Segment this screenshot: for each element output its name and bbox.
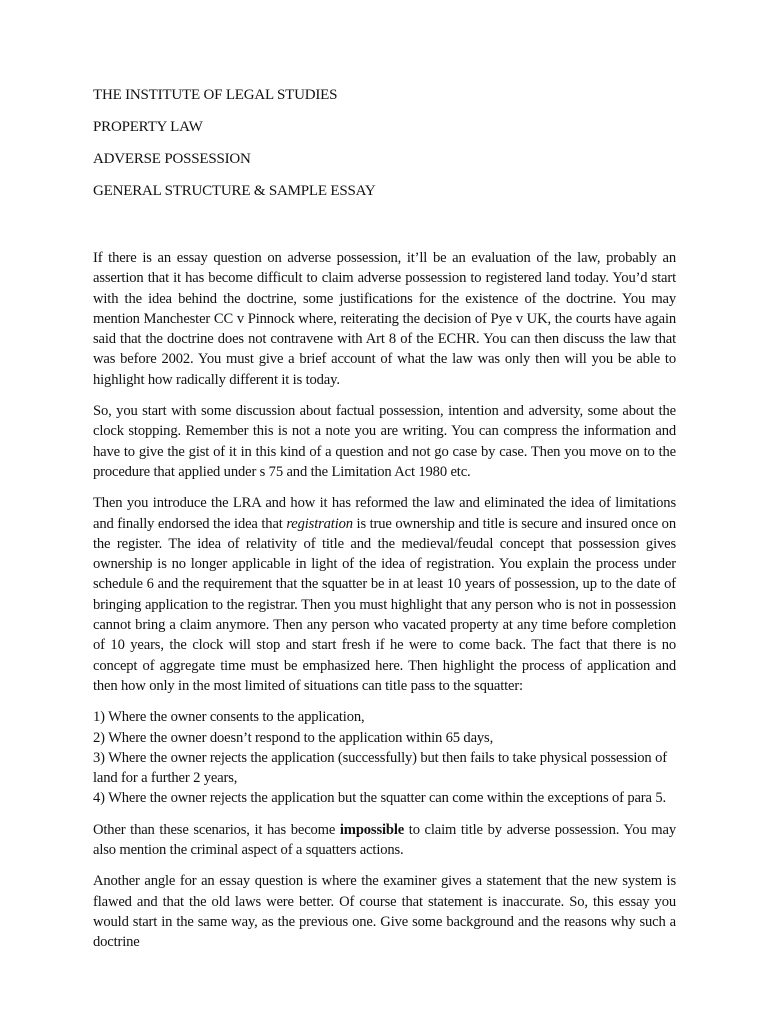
topic-title: ADVERSE POSSESSION (93, 151, 251, 167)
list-item: 4) Where the owner rejects the application but the squatter can come within the exceptions of para 5. (93, 790, 666, 807)
paragraph-conclusion-text-a: Other than these scenarios, it has become (93, 821, 340, 838)
paragraph-introduction: If there is an essay question on adverse possession, it’ll be an evaluation of the law, probably an assertion that it has become difficult to claim adverse possession to registered land today. You’d start with the idea behind the doctrine, some justifications for the existence of the doctrine. You may mention Manchester CC v Pinnock where, reiterating the decision of Pye v UK, the courts have again said that the doctrine does not contravene with Art 8 of the ECHR. You can then discuss the law that was before 2002. You must give a brief account of what the law was only then will you be able to highlight how radically different it is today. (93, 250, 676, 388)
document-header (93, 86, 683, 214)
essay-body (93, 248, 676, 964)
registration-emphasis: registration (286, 515, 353, 532)
paragraph-another-angle: Another angle for an essay question is where the examiner gives a statement that the new system is flawed and that the old laws were better. Of course that statement is inaccurate. So, this essay you would start in the same way, as the previous one. Give some background and the reasons why such a doctrine (93, 873, 676, 951)
paragraph-lra-reform (93, 493, 676, 696)
paragraph-conclusion (93, 820, 676, 861)
list-item: 2) Where the owner doesn’t respond to the application within 65 days, (93, 729, 494, 746)
paragraph-old-law: So, you start with some discussion about factual possession, intention and adversity, some about the clock stopping. Remember this is not a note you are writing. You can compress the information and have to give the gist of it in this kind of a question and not go case by case. Then you move on to the procedure that applied under s 75 and the Limitation Act 1980 etc. (93, 403, 676, 480)
paragraph-lra-text-b: is true ownership and title is secure and insured once on the register. The idea of relativity of title and the medieval/feudal concept that possession gives ownership is no longer applicable in light of the idea of registration. You explain the process under schedule 6 and the requirement that the squatter be in at least 10 years of possession, up to the date of bringing application to the registrar. Then you must highlight that any person who is not in possession cannot bring a claim anymore. Then any person who vacated property at any time before completion of 10 years, the clock will stop and start fresh if he were to come back. The fact that there is no concept of aggregate time must be emphasized here. Then highlight the process of application and then how only in the most limited of situations can title pass to the squatter: (93, 515, 676, 694)
impossible-emphasis: impossible (339, 821, 405, 838)
paragraph-lra-text-a: Then you introduce the LRA and how it has reformed the law and eliminated the idea of limitations and finally endorsed the idea that (93, 495, 676, 532)
subject-title: PROPERTY LAW (93, 119, 203, 135)
list-item: 3) Where the owner rejects the application (successfully) but then fails to take physical possession of land for a further 2 years, (93, 749, 667, 787)
document-type: GENERAL STRUCTURE & SAMPLE ESSAY (93, 183, 376, 199)
institute-name: THE INSTITUTE OF LEGAL STUDIES (93, 87, 338, 103)
paragraph-conclusion-text-b: to claim title by adverse possession. You may also mention the criminal aspect of a squatters actions. (93, 821, 676, 859)
list-item: 1) Where the owner consents to the application, (93, 709, 365, 726)
scenario-list (93, 707, 676, 808)
